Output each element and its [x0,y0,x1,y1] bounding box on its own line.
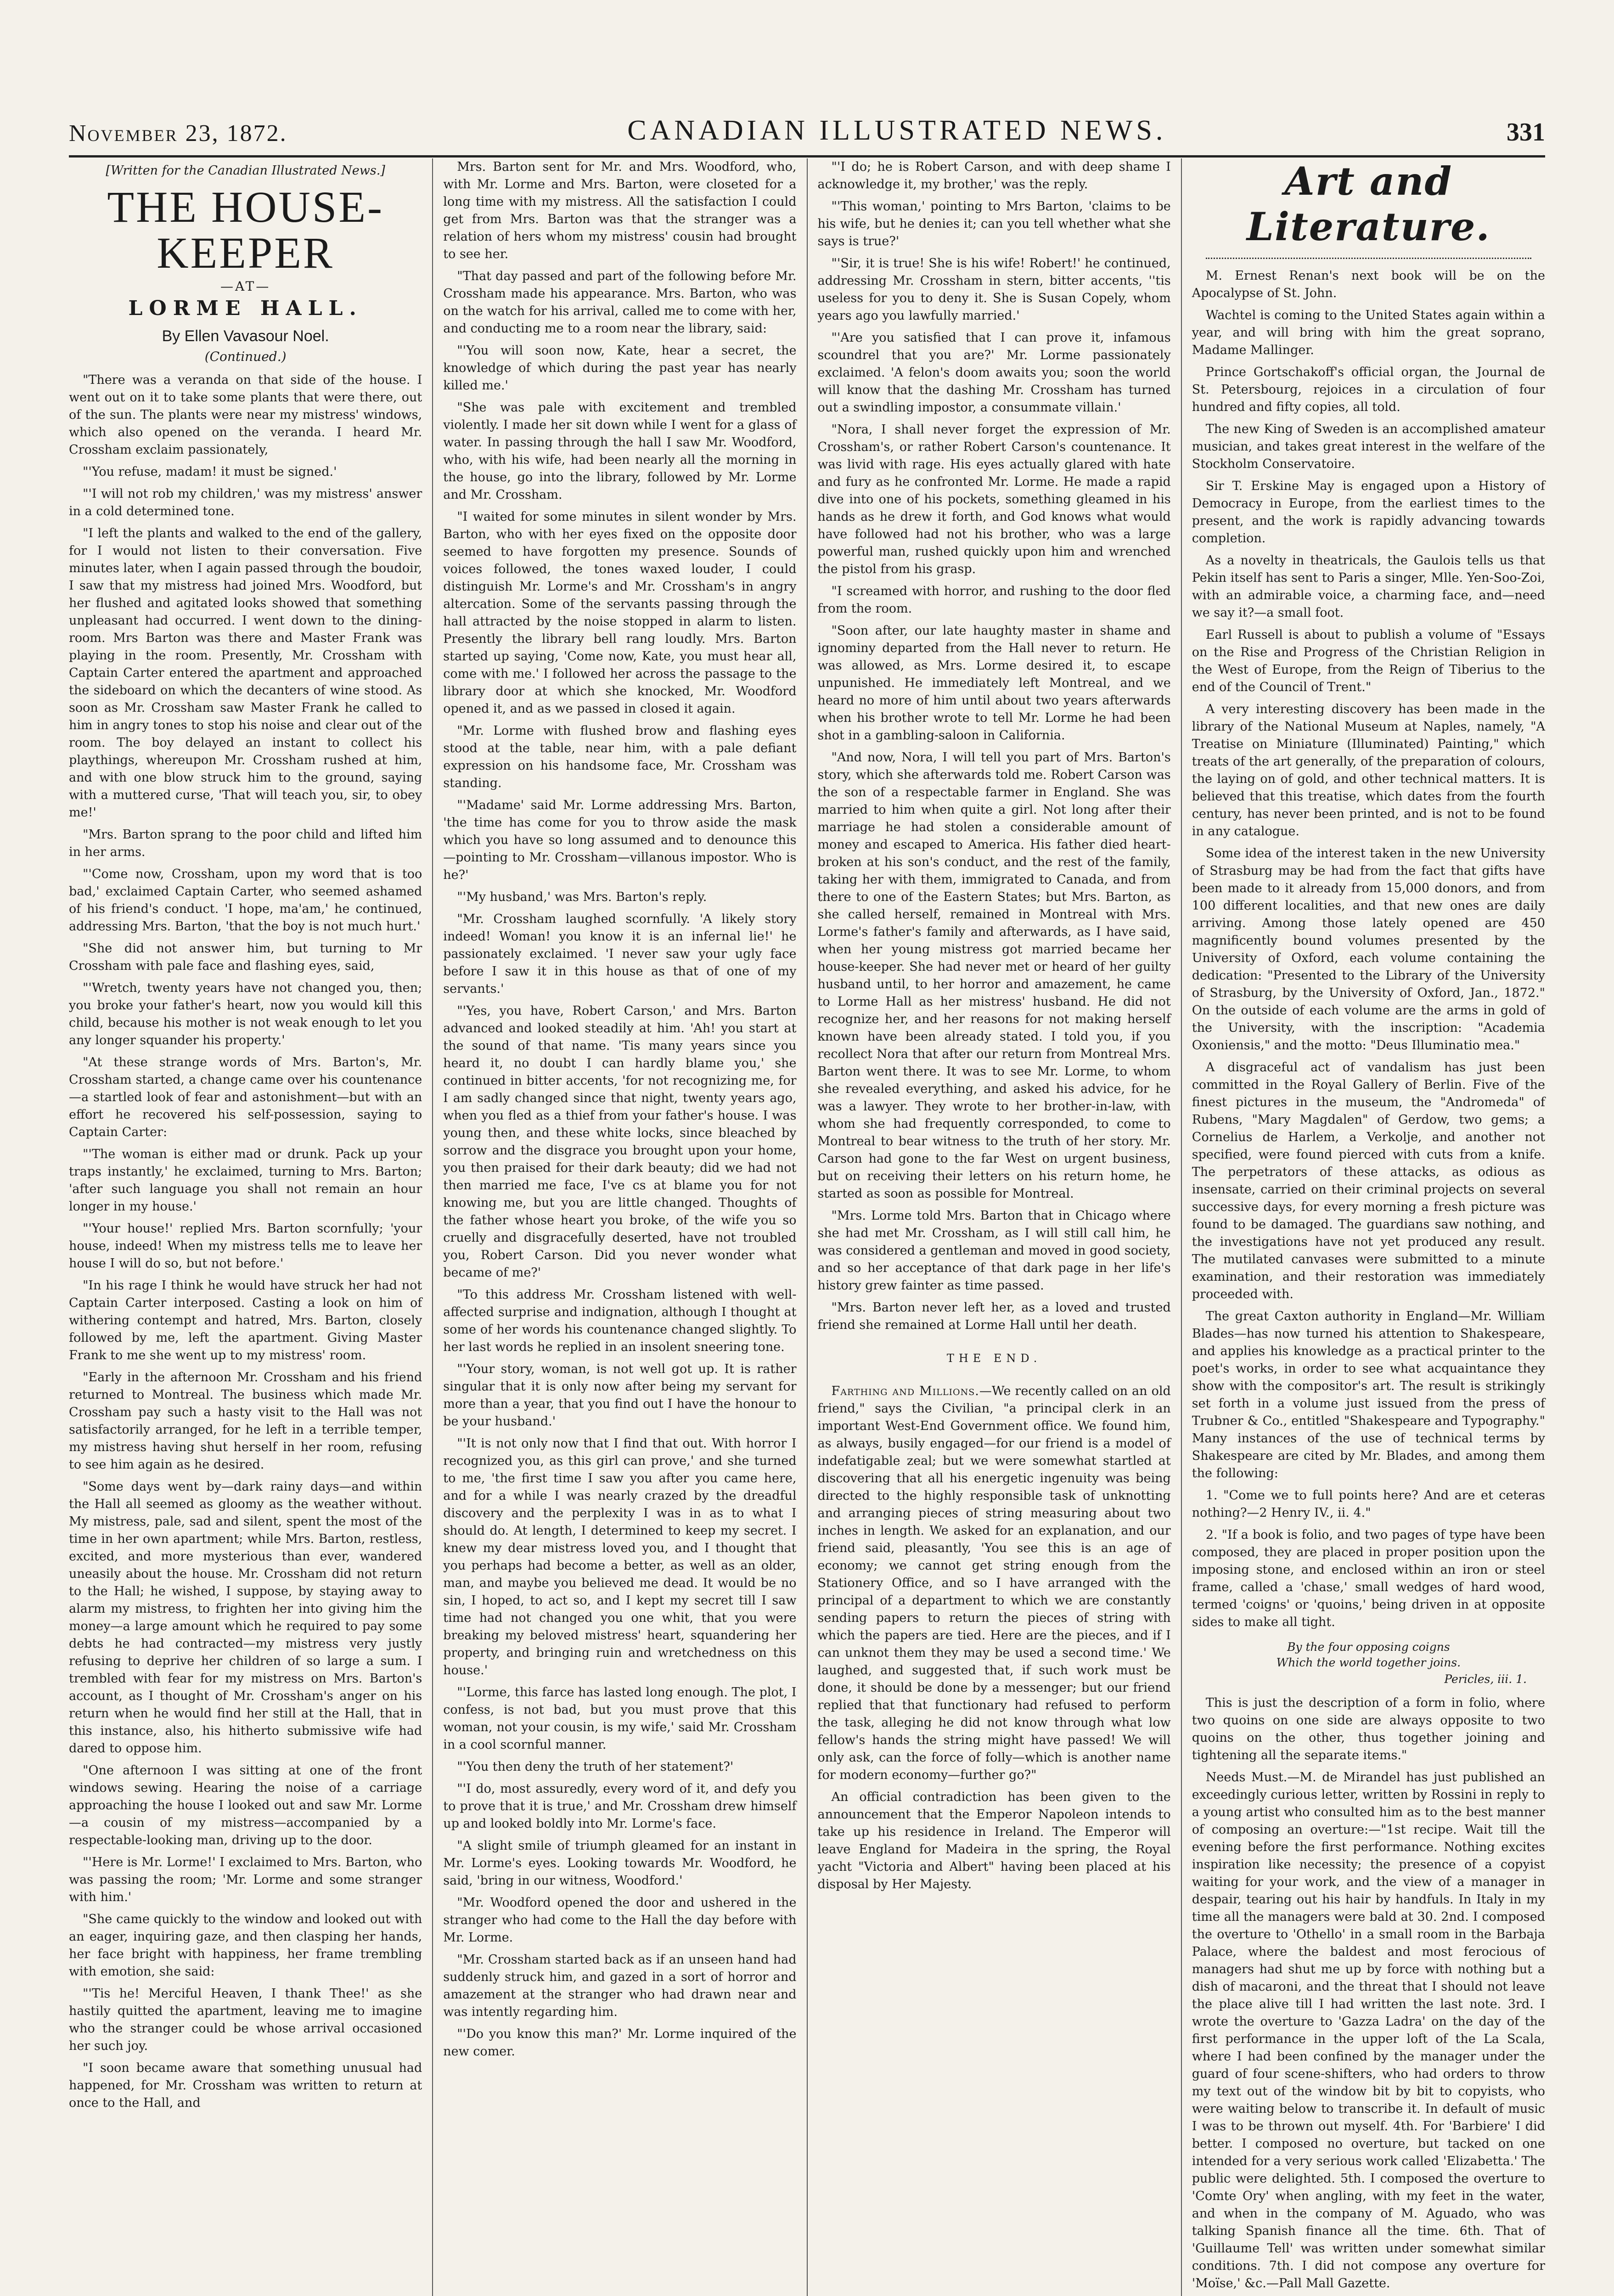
story-paragraph: "'Are you satisfied that I can prove it, infamous scoundrel that you are?' Mr. Lorme passionately exclaimed. 'A felon's doom awaits you; soon the world will know that the dashing Mr. Crossham has turned out a swindling impostor, a consummate villain.' [817,331,1171,415]
issue-date: November 23, 1872. [69,120,287,146]
story-paragraph: "'Come now, Crossham, upon my word that is too bad,' exclaimed Captain Carter, who seemed ashamed of his friend's conduct. 'I hope, ma'am,' he continued, addressing Mrs. Barton, 'that the boy is not much hurt.' [69,867,422,934]
literary-note: A disgraceful act of vandalism has just been committed in the Royal Gallery of Berlin. Five of the finest pictures in the museum, the "Andromeda" of Rubens, "Mary Magdalen" of Gerdow, two gems; a Cornelius de Harlem, a Verkolje, and another not specified, were found pierced with cuts from a knife. The perpetrators of these attacks, as odious as insensate, carried on their criminal projects on several successive days, for every morning a fresh picture was found to be damaged. The guardians saw nothing, and the investigations have not yet produced any result. The mutilated canvases were submitted to a minute examination, and their restoration was immediately proceeded with. [1192,1060,1545,1301]
column-4 [1192,158,1545,2296]
story-paragraph: "I soon became aware that something unusual had happened, for Mr. Crossham was written to return at once to the Hall, and [69,2061,422,2110]
literary-note: Some idea of the interest taken in the new University of Strasburg may be had from the fact that gifts have been made to it already from 15,000 donors, and from 100 different localities, and that new ones are daily arriving. Among those lately opened are 450 magnificently bound volumes presented by the University of Oxford, each volume containing the dedication: "Presented to the Library of the University of Strasburg, by the University of Oxford, Jan., 1872." On the outside of each volume are the arms in gold of the University, with the inscription: "Academia Oxoniensis," and the motto: "Deus Illuminatio mea." [1192,846,1545,1052]
story-paragraph: "That day passed and part of the following before Mr. Crossham made his appearance. Mrs. Barton, who was on the watch for his arrival, called me to come with her, and conducting me to a room near the library, said: [443,269,797,336]
story-paragraph: "Mr. Woodford opened the door and ushered in the stranger who had come to the Hall the day before with Mr. Lorme. [443,1896,797,1945]
story-paragraph: "'Wretch, twenty years have not changed you, then; you broke your father's heart, now you would kill this child, because his mother is not weak enough to let you any longer squander his property.' [69,981,422,1047]
story-paragraph: "'It is not only now that I find that out. With horror I recognized you, as this girl can prove,' and she turned to me, 'the first time I saw you after you came here, and for a while I was nearly crazed by the dreadful discovery and the perplexity I was in as to what I should do. At length, I determined to keep my secret. I knew my dear mistress loved you, and I thought that you perhaps had become a better, as well as an older, man, and maybe you believed me dead. It would be no sin, I hoped, to act so, and I kept my secret till I saw time had not changed you one whit, that you were breaking my beloved mistress' heart, squandering her property, and bringing ruin and wretchedness on this house.' [443,1436,797,1677]
page-number: 331 [1507,118,1545,146]
column-1 [69,158,422,2296]
literary-note: Sir T. Erskine May is engaged upon a History of Democracy in Europe, from the earliest times to the present, and the work is rapidly advancing towards completion. [1192,479,1545,546]
story-paragraph: "'My husband,' was Mrs. Barton's reply. [457,890,707,904]
story-paragraph: "'I do; he is Robert Carson, and with deep shame I acknowledge it, my brother,' was the reply. [817,160,1171,191]
farthing-lead: Farthing and Millions. [831,1384,979,1398]
farthing-text: —We recently called on an old friend," says the Civilian, "a principal clerk in an important West-End Government office. We found him, as always, busily engaged—for our friend is a model of indefatigable zeal; but we were somewhat startled at discovering that all his energetic ingenuity was being directed to the highly responsible task of unknotting and arranging pieces of string measuring about two inches in length. We asked for an explanation, and our friend said, pleasantly, 'You see this is an age of economy; we cannot get string enough from the Stationery Office, and so I have arranged with the principal of a department to which we are constantly sending papers to return the pieces of string with which the papers are tied. Here are the pieces, and if I can unknot them they may be used a second time.' We laughed, and suggested that, if such work must be done, it should be done by a messenger; but our friend replied that that functionary had refused to perform the task, alleging he did not know through what low fellow's hands the string might have passed! We will only ask, can the force of folly—which is another name for modern economy—further go?" [817,1384,1171,1782]
story-paragraph: "In his rage I think he would have struck her had not Captain Carter interposed. Casting a look on him of withering contempt and hatred, Mrs. Barton, closely followed by me, left the apartment. Giving Master Frank to me she went up to my mistress' room. [69,1278,422,1362]
literary-note: The new King of Sweden is an accomplished amateur musician, and takes great interest in the welfare of the Stockholm Conservatoire. [1192,422,1545,471]
story-paragraph: "One afternoon I was sitting at one of the front windows sewing. Hearing the noise of a carriage approaching the house I looked out and saw Mr. Lorme—a cousin of my mistress—accompanied by a respectable-looking man, driving up to the door. [69,1763,422,1847]
literary-note: 1. "Come we to full points here? And are et ceteras nothing?—2 Henry IV., ii. 4." [1192,1488,1545,1520]
column-2 [443,158,796,2296]
story-paragraph: "Mr. Lorme with flushed brow and flashing eyes stood at the table, near him, with a pale defiant expression on his handsome face, Mr. Crossham was standing. [443,724,797,790]
story-paragraph: "A slight smile of triumph gleamed for an instant in Mr. Lorme's eyes. Looking towards Mr. Woodford, he said, 'bring in our witness, Woodford.' [443,1839,797,1888]
page-header [69,96,1545,158]
story-paragraph: "'Yes, you have, Robert Carson,' and Mrs. Barton advanced and looked steadily at him. 'Ah! you start at the sound of that name. 'Tis many years since you heard it, no doubt I can hardly blame you,' she continued in bitter accents, 'for not recognizing me, for I am sadly changed since that night, twenty years ago, when you fled as a thief from your father's house. I was young then, and these white locks, since bleached by sorrow and the disgrace you brought upon your home, you then praised for their dark beauty; did we had not then married me face, I've cs at blame you for not knowing me, but you are little changed. Thoughts of the father whose heart you broke, of the wife you so cruelly and disgracefully deserted, have not troubled you, Robert Carson. Did you never wonder what became of me?' [443,1004,797,1280]
story-paragraph: "Mrs. Lorme told Mrs. Barton that in Chicago where she had met Mr. Crossham, as I will still call him, he was considered a gentleman and moved in good society, and so her acceptance of that dark page in her life's history grew fainter as time passed. [817,1209,1171,1293]
story-paragraph: "Soon after, our late haughty master in shame and ignominy departed from the Hall never to return. He was allowed, as Mrs. Lorme desired it, to escape unpunished. He immediately left Montreal, and we heard no more of him until about two years afterwards when his brother wrote to tell Mr. Lorme he had been shot in a gambling-saloon in California. [817,624,1171,743]
story-paragraph: "'You then deny the truth of her statement?' [457,1760,734,1774]
story-body-col1 [69,371,422,2112]
story-paragraph: "And now, Nora, I will tell you part of Mrs. Barton's story, which she afterwards told me. Robert Carson was the son of a respectable farmer in England. She was married to him when quite a girl. Not long after their marriage he had stolen a considerable amount of money and escaped to America. His father died heart-broken at his son's conduct, and the rest of the family, taking her with them, immigrated to Canada, and from there to one of the Eastern States; but Mrs. Barton, as she called herself, remained in Montreal with Mrs. Lorme's father's family and afterwards, as I have said, when her young mistress got married became her house-keeper. She had never met or heard of her guilty husband until, to her horror and amazement, he came to Lorme Hall as her mistress' husband. He did not recognize her, and her reasons for not making herself known have been already stated. I told you, if you recollect Nora that after our return from Montreal Mrs. Barton went there. It was to see Mr. Lorme, to whom she revealed everything, and asked his advice, for he was a lawyer. They wrote to her brother-in-law, with whom she had frequently corresponded, to come to Montreal to bear witness to the truth of her story. Mr. Carson had gone to the far West on urgent business, but on receiving their letters on his return home, he started as soon as possible for Montreal. [817,750,1171,1201]
story-paragraph: "'The woman is either mad or drunk. Pack up your traps instantly,' he exclaimed, turning to Mrs. Barton; 'after such language you shall not remain an hour longer in my house.' [69,1147,422,1214]
story-paragraph: "She did not answer him, but turning to Mr Crossham with pale face and flashing eyes, said, [69,941,422,973]
story-paragraph: "Nora, I shall never forget the expression of Mr. Crossham's, or rather Robert Carson's countenance. It was livid with rage. His eyes actually glared with hate and fury as he confronted Mr. Lorme. He made a rapid dive into one of his pockets, something gleamed in his hands as he drew it forth, and God knows what would have followed had not his brother, who was a large powerful man, rushed quickly upon him and wrenched the pistol from his grasp. [817,422,1171,576]
story-paragraph: "Mr. Crossham laughed scornfully. 'A likely story indeed! Woman! you know it is an infernal lie!' he passionately exclaimed. 'I never saw your ugly face before I saw it in this house as that of one of my servants.' [443,912,797,996]
literary-note: Prince Gortschakoff's official organ, the Journal de St. Petersbourg, rejoices in a circulation of four hundred and fifty copies, all told. [1192,365,1545,414]
story-paragraph: "'Your story, woman, is not well got up. It is rather singular that it is only now after being my servant for more than a year, that you find out I have the honour to be your husband.' [443,1362,797,1429]
story-paragraph: "She was pale with excitement and trembled violently. I made her sit down while I went for a glass of water. In passing through the hall I saw Mr. Woodford, who, with his wife, had been nearly all the morning in the house, go into the library, followed by Mr. Lorme and Mr. Crossham. [443,400,797,502]
story-paragraph: "'Madame' said Mr. Lorme addressing Mrs. Barton, 'the time has come for you to throw aside the mask which you have so long assumed and to denounce this—pointing to Mr. Crossham—villanous impostor. Who is he?' [443,798,797,882]
story-paragraph: "There was a veranda on that side of the house. I went out on it to take some plants that were there, out of the sun. The plants were near my mistress' windows, which also opened on the veranda. I heard Mr. Crossham exclaim passionately, [69,373,422,457]
story-paragraph: "Early in the afternoon Mr. Crossham and his friend returned to Montreal. The business which made Mr. Crossham pay such a hasty visit to the Hall was not satisfactorily arranged, for he left in a terrible temper, my mistress having shut herself in her room, refusing to see him again as he desired. [69,1370,422,1472]
story-paragraph: "Mr. Crossham started back as if an unseen hand had suddenly struck him, and gazed in a sort of horror and amazement at the stranger who had drawn near and was intently regarding him. [443,1953,797,2019]
literary-note: A very interesting discovery has been made in the library of the National Museum at Naples, namely, "A Treatise on Miniature (Illuminated) Painting," which treats of the art generally, of the preparation of colours, the laying on of gold, and other technical matters. It is believed that this treatise, which dates from the fourth century, has never been printed, and is not to be found in any catalogue. [1192,702,1545,838]
story-title: THE HOUSE-KEEPER [107,182,384,277]
napoleon-notice: An official contradiction has been given to the announcement that the Emperor Napoleon intends to take up his residence in Ireland. The Emperor will leave England for Madeira in the spring, the Royal yacht "Victoria and Albert" having been placed at his disposal by Her Majesty. [817,1790,1171,1891]
story-paragraph: "I left the plants and walked to the end of the gallery, for I would not listen to their conversation. Five minutes later, when I again passed through the boudoir, I saw that my mistress had joined Mrs. Woodford, but her flushed and agitated looks showed that something unpleasant had occurred. I went down to the dining-room. Mrs Barton was there and Master Frank was playing in the room. Presently, Mr. Crossham with Captain Carter entered the apartment and approached the sideboard on which the decanters of wine stood. As soon as Mr. Crossham saw Master Frank he called to him in angry tones to stop his noise and clear out of the room. The boy delayed an instant to collect his playthings, whereupon Mr. Crossham rushed at him, and with one blow struck him to the ground, saying with a muttered curse, 'That will teach you, sir, to obey me!' [69,526,422,820]
story-body-col2 [443,158,796,2060]
story-paragraph: "I waited for some minutes in silent wonder by Mrs. Barton, who with her eyes fixed on the opposite door seemed to have forgotten my presence. Sounds of voices followed, the tones waxed louder, I could distinguish Mr. Lorme's and Mr. Crossham's in angry altercation. Some of the servants passing through the hall attracted by the noise stopped in alarm to listen. Presently the library bell rang loudly. Mrs. Barton started up saying, 'Come now, Kate, you must hear all, come with me.' I followed her across the passage to the library door at which she knocked, Mr. Woodford opened it, and as we passed in closed it again. [443,510,797,716]
story-paragraph: Mrs. Barton sent for Mr. and Mrs. Woodford, who, with Mr. Lorme and Mrs. Barton, were closeted for a long time with my mistress. All the satisfaction I could get from Mrs. Barton was that the stranger was a relation of hers whom my mistress' cousin had brought to see her. [443,160,797,261]
story-paragraph: "'Sir, it is true! She is his wife! Robert!' he continued, addressing Mr. Crossham in stern, bitter accents, ''tis useless for you to deny it. She is Susan Copely, whom years ago you lawfully married.' [817,256,1171,323]
story-end-mark: THE END. [946,1352,1042,1365]
story-paragraph: "I screamed with horror, and rushing to the door fled from the room. [817,584,1171,616]
literary-note: Wachtel is coming to the United States again within a year, and will bring with him the great soprano, Madame Mallinger. [1192,308,1545,357]
farthing-article [818,1383,1171,1784]
story-continued: (Continued.) [204,349,287,364]
story-paragraph: "To this address Mr. Crossham listened with well-affected surprise and indignation, although I thought at some of her words his countenance changed slightly. To her last words he replied in an insolent sneering tone. [443,1288,797,1354]
column-3 [818,158,1171,2296]
art-literature-heading: Art and Literature. [1247,158,1490,249]
literary-note: Earl Russell is about to publish a volume of "Essays on the Rise and Progress of the Christian Religion in the West of Europe, from the Reign of Tiberius to the end of the Council of Trent." [1192,628,1545,694]
literary-note: The great Caxton authority in England—Mr. William Blades—has now turned his attention to Shakespeare, and applies his knowledge as a practical printer to the poet's works, in order to see what acquaintance they show with the compositor's art. The result is strikingly set forth in a volume just issued from the press of Trubner & Co., entitled "Shakespeare and Typography." Many instances of the use of technical terms by Shakespeare are cited by Mr. Blades, and among them the following: [1192,1309,1545,1480]
story-byline: By Ellen Vavasour Noel. [162,327,329,345]
story-paragraph: "'This woman,' pointing to Mrs Barton, 'claims to be his wife, but he denies it; can you tell whether what she says is true?' [817,199,1171,248]
literary-note: As a novelty in theatricals, the Gaulois tells us that Pekin itself has sent to Paris a singer, Mlle. Yen-Soo-Zoi, with an admirable voice, a charming face, and—need we say it?—a small foot. [1192,553,1545,620]
story-paragraph: "'Here is Mr. Lorme!' I exclaimed to Mrs. Barton, who was passing the room; 'Mr. Lorme and some stranger with him.' [69,1855,422,1904]
story-paragraph: "'You refuse, madam! it must be signed.' [83,465,337,479]
story-paragraph: "Mrs. Barton never left her, as a loved and trusted friend she remained at Lorme Hall until her death. [817,1300,1171,1332]
heading-rule [1206,251,1531,259]
literary-note: Needs Must.—M. de Mirandel has just published an exceedingly curious letter, written by Rossini in reply to a young artist who consulted him as to the best manner of composing an overture:—"1st recipe. Wait till the evening before the first performance. Nothing excites inspiration like necessity; the presence of a copyist waiting for your work, and the view of a manager in despair, tearing out his hair by handfuls. In Italy in my time all the managers were bald at 30. 2nd. I composed the overture to 'Othello' in a small room in the Barbaja Palace, where the baldest and most ferocious of managers had shut me up by force with nothing but a dish of macaroni, and the threat that I should not leave the place alive till I had written the last note. 3rd. I wrote the overture to 'Gazza Ladra' on the day of the first performance in the upper loft of the La Scala, where I had been confined by the manager under the guard of four scene-shifters, who had orders to throw my text out of the window bit by bit to copyists, who were waiting below to transcribe it. In default of music I was to be thrown out myself. 4th. For 'Barbiere' I did better. I composed no overture, but tacked on one intended for a very serious work called 'Elizabetta.' The public were delighted. 5th. I composed the overture to 'Comte Ory' when angling, with my feet in the water, and when in the company of M. Aguado, who was talking Spanish finance all the time. 6th. That of 'Guillaume Tell' was written under somewhat similar conditions. 7th. I did not compose any overture for 'Moïse,' &c.—Pall Mall Gazette. [1192,1770,1545,2290]
art-literature-items [1192,267,1545,1631]
art-literature-items-after [1192,1694,1545,2292]
story-paragraph: "'You will soon now, Kate, hear a secret, the knowledge of which during the past year has nearly killed me.' [443,343,797,393]
story-paragraph: "'Your house!' replied Mrs. Barton scornfully; 'your house, indeed! When my mistress tells me to leave her house I will do so, but not before.' [69,1221,422,1271]
literary-note: M. Ernest Renan's next book will be on the Apocalypse of St. John. [1192,269,1545,300]
story-paragraph: "'Do you know this man?' Mr. Lorme inquired of the new comer. [443,2027,797,2059]
story-paragraph: "'Lorme, this farce has lasted long enough. The plot, I confess, is not bad, but you must prove that this woman, not your cousin, is my wife,' said Mr. Crossham in a cool scornful manner. [443,1685,797,1752]
story-at: —AT— [220,279,271,294]
pericles-source: Pericles, iii. 1. [1444,1672,1527,1686]
story-paragraph: "At these strange words of Mrs. Barton's, Mr. Crossham started, a change came over his countenance—a startled look of fear and astonishment—but with an effort he recovered his self-possession, saying to Captain Carter: [69,1055,422,1139]
story-paragraph: "'I do, most assuredly, every word of it, and defy you to prove that it is true,' and Mr. Crossham drew himself up and looked boldly into Mr. Lorme's face. [443,1782,797,1831]
literary-note: This is just the description of a form in folio, where two quoins on one side are always opposite to two quoins on the other, thus together joining and tightening all the separate items." [1192,1696,1545,1762]
literary-note: 2. "If a book is folio, and two pages of type have been composed, they are placed in proper position upon the imposing stone, and enclosed within an iron or steel frame, called a 'chase,' small wedges of hard wood, termed 'coigns' or 'quoins,' being driven in at opposite sides to make all tight. [1192,1528,1545,1629]
pericles-quote: By the four opposing coigns Which the world together joins. [1276,1640,1461,1669]
story-paragraph: "Some days went by—dark rainy days—and within the Hall all seemed as gloomy as the weather without. My mistress, pale, sad and silent, spent the most of the time in her own apartment; while Mrs. Barton, restless, excited, and more mysterious than ever, wandered uneasily about the house. Mr. Crossham did not return to the Hall; he wished, I suppose, by staying away to alarm my mistress, to frighten her into giving him the money—a large amount which he required to pay some debts he had contracted—my mistress very justly refusing to deprive her children of so large a sum. I trembled with fear for my mistress on Mrs. Barton's account, as I thought of Mr. Crossham's anger on his return when he would find her still at the Hall, that in this instance, also, his hitherto submissive wife had dared to oppose him. [69,1480,422,1756]
publication-title: CANADIAN ILLUSTRATED NEWS. [627,115,1167,146]
story-subtitle: LORME HALL. [128,297,363,320]
story-paragraph: "'I will not rob my children,' was my mistress' answer in a cold determined tone. [69,487,422,518]
story-paragraph: "'Tis he! Merciful Heaven, I thank Thee!' as she hastily quitted the apartment, leaving me to imagine who the stranger could be whose arrival occasioned her such joy. [69,1986,422,2053]
story-paragraph: "Mrs. Barton sprang to the poor child and lifted him in her arms. [69,827,422,859]
story-body-col3 [818,158,1171,1334]
story-paragraph: "She came quickly to the window and looked out with an eager, inquiring gaze, and then clasping her hands, her face bright with happiness, her frame trembling with emotion, she said: [69,1912,422,1979]
article-columns [69,158,1545,2290]
story-credit: [Written for the Canadian Illustrated News.] [106,163,385,178]
